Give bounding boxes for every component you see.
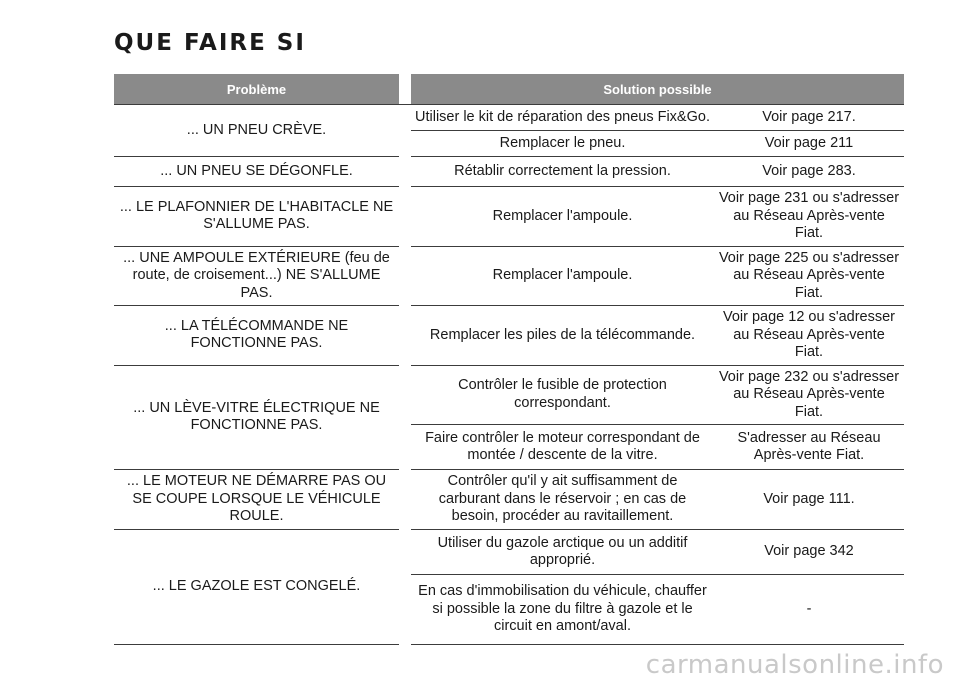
solution-reference-cell: Voir page 231 ou s'adresser au Réseau Après-vente Fiat. bbox=[714, 187, 904, 247]
problem-cell: ... UN PNEU CRÈVE. bbox=[114, 105, 399, 157]
table-row bbox=[114, 105, 904, 131]
problem-cell: ... UNE AMPOULE EXTÉRIEURE (feu de route, de croisement...) NE S'ALLUME PAS. bbox=[114, 246, 399, 306]
solution-action-cell: Contrôler le fusible de protection correspondant. bbox=[411, 365, 714, 425]
solution-action-cell: Rétablir correctement la pression. bbox=[411, 157, 714, 187]
table-body bbox=[114, 104, 904, 645]
watermark-text: carmanualsonline.info bbox=[645, 650, 944, 680]
solution-action-cell: Utiliser le kit de réparation des pneus Fix&Go. bbox=[411, 105, 714, 131]
solution-reference-cell: S'adresser au Réseau Après-vente Fiat. bbox=[714, 425, 904, 470]
solution-action-cell: En cas d'immobilisation du véhicule, chauffer si possible la zone du filtre à gazole et le circuit en amont/aval. bbox=[411, 575, 714, 645]
problem-cell: ... UN PNEU SE DÉGONFLE. bbox=[114, 157, 399, 187]
solution-reference-cell: Voir page 217. bbox=[714, 105, 904, 131]
header-problem: Problème bbox=[114, 74, 399, 104]
header-solution: Solution possible bbox=[411, 74, 904, 104]
solution-reference-cell: Voir page 232 ou s'adresser au Réseau Après-vente Fiat. bbox=[714, 365, 904, 425]
table-row bbox=[114, 306, 904, 366]
page-title: QUE FAIRE SI bbox=[114, 30, 306, 56]
solution-action-cell: Remplacer le pneu. bbox=[411, 131, 714, 157]
table-row bbox=[114, 157, 904, 187]
problem-cell: ... LA TÉLÉCOMMANDE NE FONCTIONNE PAS. bbox=[114, 306, 399, 366]
solution-reference-cell: - bbox=[714, 575, 904, 645]
table-header-row bbox=[114, 74, 904, 104]
table-row bbox=[114, 530, 904, 575]
problem-cell: ... LE MOTEUR NE DÉMARRE PAS OU SE COUPE LORSQUE LE VÉHICULE ROULE. bbox=[114, 470, 399, 530]
solution-action-cell: Remplacer les piles de la télécommande. bbox=[411, 306, 714, 366]
table-row bbox=[114, 246, 904, 306]
table-row bbox=[114, 470, 904, 530]
solution-action-cell: Utiliser du gazole arctique ou un additif approprié. bbox=[411, 530, 714, 575]
table-row bbox=[114, 365, 904, 425]
solution-reference-cell: Voir page 211 bbox=[714, 131, 904, 157]
solution-action-cell: Faire contrôler le moteur correspondant de montée / descente de la vitre. bbox=[411, 425, 714, 470]
solution-action-cell: Remplacer l'ampoule. bbox=[411, 246, 714, 306]
solution-reference-cell: Voir page 283. bbox=[714, 157, 904, 187]
troubleshooting-table-container bbox=[114, 74, 904, 645]
problem-cell: ... LE GAZOLE EST CONGELÉ. bbox=[114, 530, 399, 645]
solution-reference-cell: Voir page 12 ou s'adresser au Réseau Après-vente Fiat. bbox=[714, 306, 904, 366]
solution-action-cell: Contrôler qu'il y ait suffisamment de carburant dans le réservoir ; en cas de besoin, procéder au ravitaillement. bbox=[411, 470, 714, 530]
table-row bbox=[114, 187, 904, 247]
solution-action-cell: Remplacer l'ampoule. bbox=[411, 187, 714, 247]
solution-reference-cell: Voir page 225 ou s'adresser au Réseau Après-vente Fiat. bbox=[714, 246, 904, 306]
solution-reference-cell: Voir page 342 bbox=[714, 530, 904, 575]
problem-cell: ... UN LÈVE-VITRE ÉLECTRIQUE NE FONCTIONNE PAS. bbox=[114, 365, 399, 470]
solution-reference-cell: Voir page 111. bbox=[714, 470, 904, 530]
problem-cell: ... LE PLAFONNIER DE L'HABITACLE NE S'ALLUME PAS. bbox=[114, 187, 399, 247]
troubleshooting-table bbox=[114, 74, 904, 645]
